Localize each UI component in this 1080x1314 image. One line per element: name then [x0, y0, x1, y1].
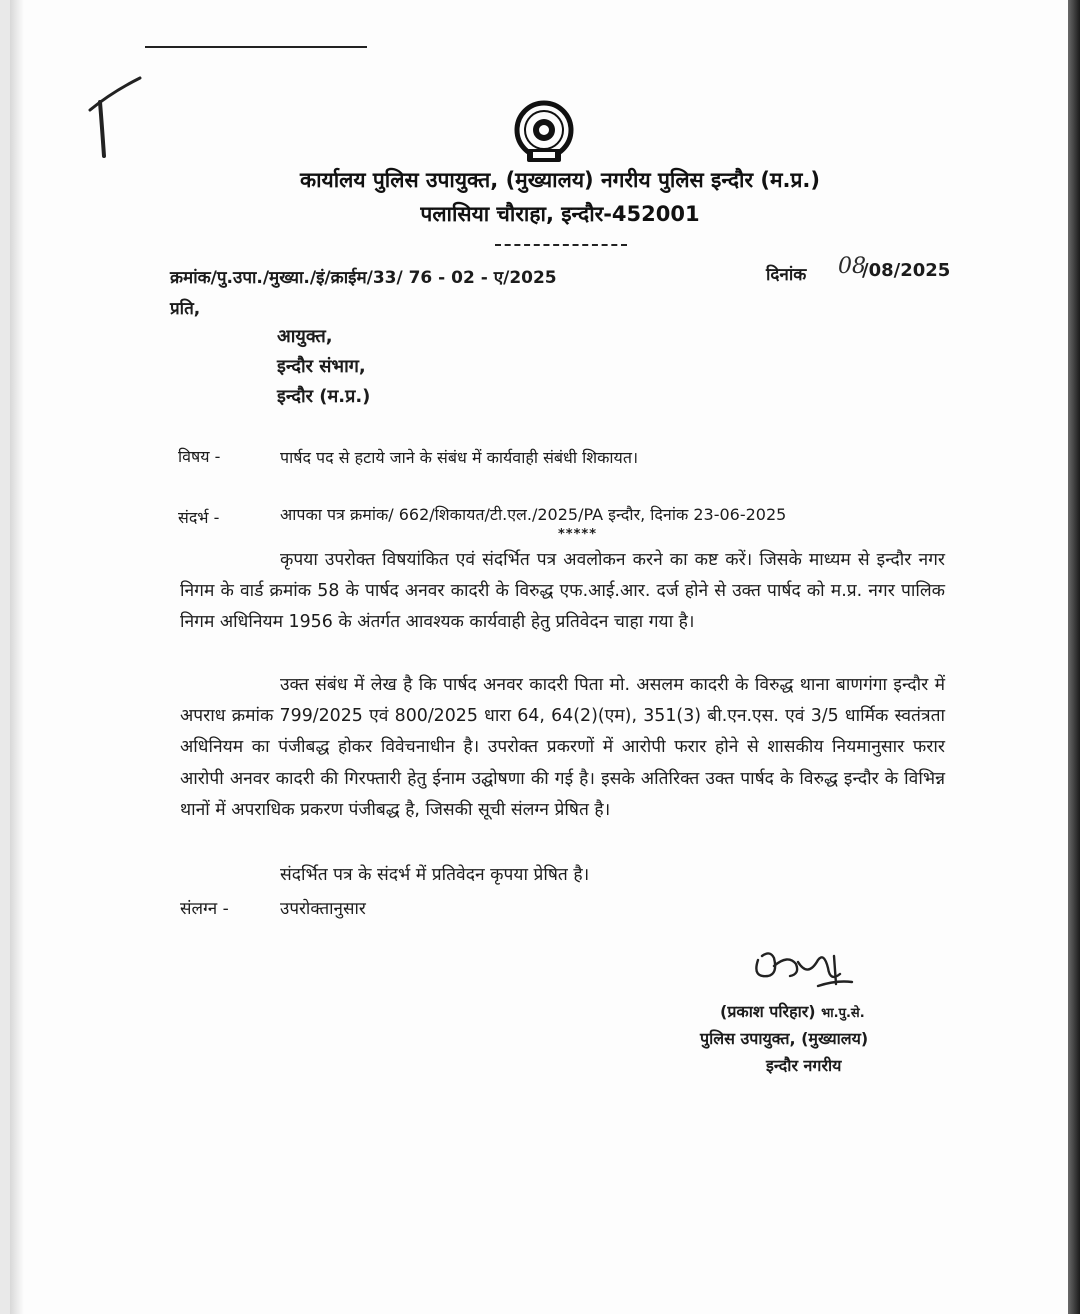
letter-page — [10, 0, 1068, 1314]
office-name: कार्यालय पुलिस उपायुक्त, (मुख्यालय) नगरीय पुलिस इन्दौर (म.प्र.) — [299, 168, 821, 192]
reference-label: संदर्भ - — [178, 508, 220, 527]
recipient-city: इन्दौर (म.प्र.) — [277, 386, 371, 407]
reference-text: आपका पत्र क्रमांक/ 662/शिकायत/टी.एल./2025/PA इन्दौर, दिनांक 23-06-2025 — [280, 505, 787, 524]
body-paragraph-3: संदर्भित पत्र के संदर्भ में प्रतिवेदन कृपया प्रेषित है। — [280, 865, 590, 885]
recipient-division: इन्दौर संभाग, — [277, 356, 366, 377]
office-address: पलासिया चौराहा, इन्दौर-452001 — [420, 202, 700, 226]
date-day-handwritten: 08 — [838, 254, 866, 279]
signatory-designation: पुलिस उपायुक्त, (मुख्यालय) — [700, 1029, 869, 1048]
date-month-year: /08/2025 — [862, 260, 951, 281]
recipient-title: आयुक्त, — [277, 326, 333, 347]
date-label: दिनांक — [766, 265, 807, 285]
signatory-service: भा.पु.से. — [821, 1006, 865, 1021]
top-rule — [145, 46, 367, 48]
handwritten-signature — [748, 948, 858, 990]
signatory-name — [720, 1000, 865, 1022]
letter-reference-number: क्रमांक/पु.उपा./मुख्या./इं/क्राईम/33/ 76 - 02 - ए/2025 — [170, 268, 557, 288]
enclosure-label: संलग्न - — [180, 899, 229, 919]
signatory-name-text: (प्रकाश परिहार) — [720, 1002, 816, 1021]
body-paragraph-1: कृपया उपरोक्त विषयांकित एवं संदर्भित पत्र अवलोकन करने का कष्ट करें। जिसके माध्यम से इन्दौर नगर निगम के वार्ड क्रमांक 58 के पार्षद अनवर कादरी के विरुद्ध एफ.आई.आर. दर्ज होने से उक्त पार्षद को म.प्र. नगर पालिक निगम अधिनियम 1956 के अंतर्गत आवश्यक कार्यवाही हेतु प्रतिवेदन चाहा गया है। — [180, 550, 945, 633]
signatory-city: इन्दौर नगरीय — [766, 1056, 842, 1075]
enclosure-text: उपरोक्तानुसार — [280, 899, 366, 919]
body-paragraph-2: उक्त संबंध में लेख है कि पार्षद अनवर कादरी पिता मो. असलम कादरी के विरुद्ध थाना बाणगंगा इन्दौर में अपराध क्रमांक 799/2025 एवं 800/2025 धारा 64, 64(2)(एम), 351(3) बी.एन.एस. एवं 3/5 धार्मिक स्वतंत्रता अधिनियम का पंजीबद्ध होकर विवेचनाधीन है। उपरोक्त प्रकरणों में आरोपी फरार होने से शासकीय नियमानुसार फरार आरोपी अनवर कादरी की गिरफ्तारी हेतु ईनाम उद्घोषणा की गई है। इसके अतिरिक्त उक्त पार्षद के विरुद्ध इन्दौर के विभिन्न थानों में अपराधिक प्रकरण पंजीबद्ध है, जिसकी सूची संलग्न प्रेषित है। — [180, 675, 945, 820]
police-emblem-icon — [509, 100, 579, 164]
handwritten-tick-mark — [82, 72, 152, 162]
subject-text: पार्षद पद से हटाये जाने के संबंध में कार्यवाही संबंधी शिकायत। — [280, 448, 639, 467]
reference-stars: ***** — [558, 527, 597, 542]
subject-label: विषय - — [178, 447, 221, 466]
scan-edge-shadow — [1068, 0, 1080, 1314]
header-divider — [495, 244, 627, 246]
recipient-prefix: प्रति, — [170, 299, 201, 319]
